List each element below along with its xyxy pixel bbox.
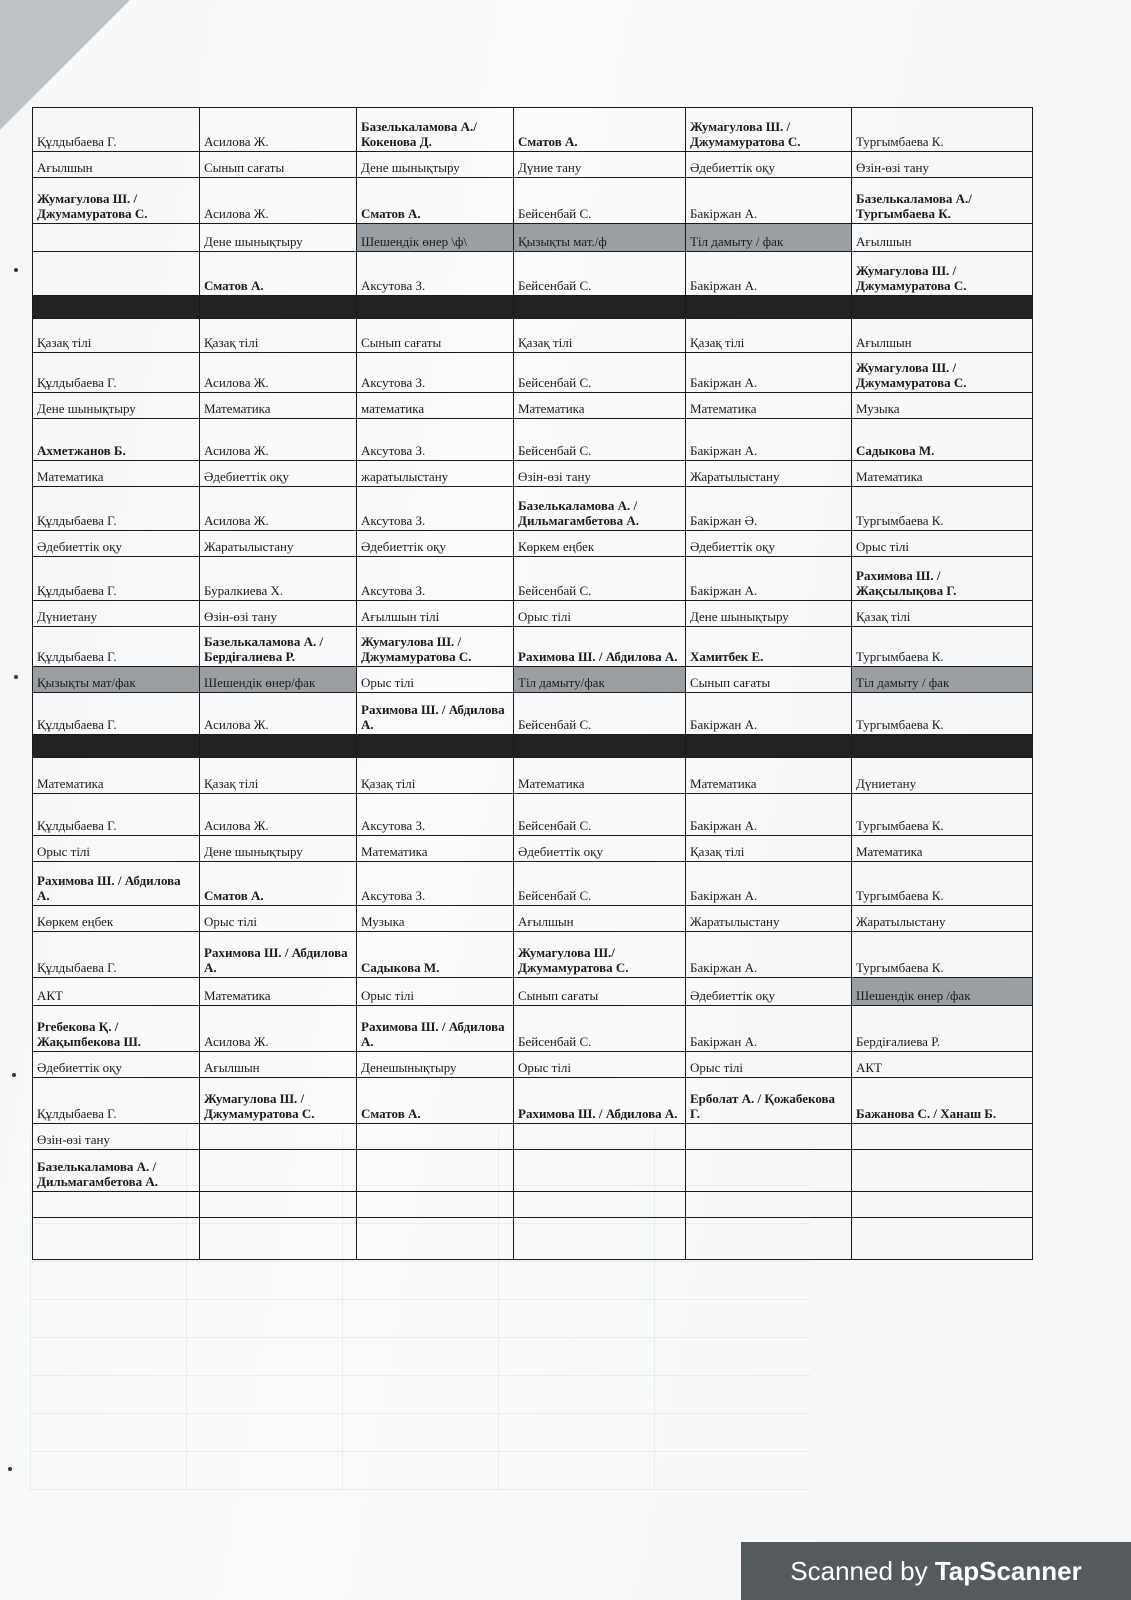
table-cell: Орыс тілі [514, 601, 686, 627]
table-cell: Құлдыбаева Г. [33, 487, 200, 531]
table-cell: Құлдыбаева Г. [33, 353, 200, 393]
table-cell: Бейсенбай С. [514, 862, 686, 906]
table-cell: Бердіғалиева Р. [852, 1006, 1033, 1052]
table-cell: Математика [200, 978, 357, 1006]
punch-mark [12, 1073, 16, 1077]
table-cell: Тіл дамыту/фак [514, 667, 686, 693]
table-cell: Бакіржан А. [686, 932, 852, 978]
table-cell: Базелькаламова А./ Тургымбаева К. [852, 178, 1033, 224]
table-cell: Математика [852, 836, 1033, 862]
table-cell: Қазақ тілі [200, 758, 357, 794]
table-cell: Жумагулова Ш. / Джумамуратова С. [357, 627, 514, 667]
table-cell: АКТ [852, 1052, 1033, 1078]
table-cell: Бейсенбай С. [514, 794, 686, 836]
table-cell: Рахимова Ш. / Абдилова А. [514, 1078, 686, 1124]
table-cell: Бейсенбай С. [514, 693, 686, 735]
table-cell: Дене шынықтыру [686, 601, 852, 627]
table-cell: Бакіржан А. [686, 1006, 852, 1052]
table-cell [33, 735, 200, 758]
table-cell: Рахимова Ш. / Абдилова А. [357, 693, 514, 735]
table-cell: Қызықты мат./ф [514, 224, 686, 252]
table-cell [514, 1150, 686, 1192]
table-cell: Қазақ тілі [514, 319, 686, 353]
table-cell: Базелькаламова А./ Кокенова Д. [357, 108, 514, 152]
table-cell: Бакіржан А. [686, 862, 852, 906]
table-cell: Тургымбаева К. [852, 862, 1033, 906]
table-cell: Жумагулова Ш. / Джумамуратова С. [33, 178, 200, 224]
table-cell [686, 1218, 852, 1260]
table-cell [200, 1124, 357, 1150]
table-cell: Жумагулова Ш./ Джумамуратова С. [514, 932, 686, 978]
table-cell: Бейсенбай С. [514, 419, 686, 461]
table-cell: Музыка [852, 393, 1033, 419]
table-cell [852, 1150, 1033, 1192]
table-cell: Бейсенбай С. [514, 252, 686, 296]
table-cell: Әдебиеттік оқу [686, 531, 852, 557]
table-cell: Рахимова Ш. / Абдилова А. [200, 932, 357, 978]
table-cell: Өзін-өзі тану [33, 1124, 200, 1150]
punch-mark [14, 268, 18, 272]
table-cell: Тургымбаева К. [852, 693, 1033, 735]
table-row [33, 252, 1033, 296]
table-cell: Құлдыбаева Г. [33, 693, 200, 735]
table-cell: Орыс тілі [33, 836, 200, 862]
table-cell [852, 1218, 1033, 1260]
table-cell: Құлдыбаева Г. [33, 1078, 200, 1124]
table-cell [514, 296, 686, 319]
table-cell: Сынып сағаты [686, 667, 852, 693]
table-cell: Асилова Ж. [200, 487, 357, 531]
table-cell: Қазақ тілі [33, 319, 200, 353]
table-cell: Әдебиеттік оқу [200, 461, 357, 487]
table-cell: Тургымбаева К. [852, 487, 1033, 531]
scanned-by-text: Scanned by [790, 1556, 928, 1586]
table-cell [357, 1218, 514, 1260]
table-cell [357, 1192, 514, 1218]
table-cell: Құлдыбаева Г. [33, 794, 200, 836]
table-cell [357, 296, 514, 319]
table-cell: Ағылшын [852, 224, 1033, 252]
table-row [33, 758, 1033, 794]
table-cell: Математика [686, 758, 852, 794]
table-cell: Жаратылыстану [852, 906, 1033, 932]
table-cell: Математика [200, 393, 357, 419]
table-row [33, 152, 1033, 178]
table-cell: Орыс тілі [514, 1052, 686, 1078]
table-cell: Жаратылыстану [686, 461, 852, 487]
table-cell: Әдебиеттік оқу [686, 978, 852, 1006]
table-cell [33, 296, 200, 319]
table-cell: Асилова Ж. [200, 178, 357, 224]
table-cell: Өзін-өзі тану [514, 461, 686, 487]
table-cell: Қазақ тілі [686, 319, 852, 353]
table-row [33, 178, 1033, 224]
table-cell: Дене шынықтыру [200, 836, 357, 862]
table-cell [852, 1192, 1033, 1218]
table-cell: Тургымбаева К. [852, 932, 1033, 978]
table-cell: Аксутова З. [357, 557, 514, 601]
table-row [33, 932, 1033, 978]
table-cell: Бакіржан Ә. [686, 487, 852, 531]
table-cell [686, 1192, 852, 1218]
table-cell: Жаратылыстану [686, 906, 852, 932]
table-row [33, 1078, 1033, 1124]
table-row [33, 601, 1033, 627]
table-cell: Жаратылыстану [200, 531, 357, 557]
table-cell: Бакіржан А. [686, 557, 852, 601]
table-cell: Бакіржан А. [686, 794, 852, 836]
table-cell [200, 735, 357, 758]
table-cell: Қазақ тілі [686, 836, 852, 862]
table-cell: Құлдыбаева Г. [33, 108, 200, 152]
table-cell: Денешынықтыру [357, 1052, 514, 1078]
table-cell: Асилова Ж. [200, 419, 357, 461]
scanner-brand: TapScanner [934, 1556, 1082, 1586]
table-cell: Орыс тілі [357, 667, 514, 693]
table-row [33, 1124, 1033, 1150]
table-cell: Шешендік өнер /фак [852, 978, 1033, 1006]
table-cell [686, 735, 852, 758]
table-cell: Жумагулова Ш. / Джумамуратова С. [852, 252, 1033, 296]
table-cell [852, 1124, 1033, 1150]
table-cell: Шешендік өнер \ф\ [357, 224, 514, 252]
scanner-watermark [741, 1542, 1131, 1600]
table-cell: Ағылшын [514, 906, 686, 932]
table-cell: Тургымбаева К. [852, 627, 1033, 667]
table-cell: Дене шынықтыру [200, 224, 357, 252]
table-cell [514, 1124, 686, 1150]
table-cell: Тургымбаева К. [852, 108, 1033, 152]
table-cell [514, 1218, 686, 1260]
table-cell: Сматов А. [357, 1078, 514, 1124]
table-row [33, 667, 1033, 693]
table-cell: Дене шынықтыру [33, 393, 200, 419]
table-cell: Ағылшын [33, 152, 200, 178]
table-cell: Көркем еңбек [514, 531, 686, 557]
table-row [33, 1192, 1033, 1218]
table-row [33, 906, 1033, 932]
schedule-table [32, 107, 1033, 1260]
table-cell: Бакіржан А. [686, 693, 852, 735]
table-row [33, 319, 1033, 353]
table-cell: Математика [514, 758, 686, 794]
table-row [33, 557, 1033, 601]
table-cell: Математика [686, 393, 852, 419]
table-cell: Рахимова Ш. / Абдилова А. [357, 1006, 514, 1052]
table-cell: Бакіржан А. [686, 252, 852, 296]
table-cell: Құлдыбаева Г. [33, 932, 200, 978]
table-cell [33, 1218, 200, 1260]
table-row [33, 627, 1033, 667]
table-cell: Көркем еңбек [33, 906, 200, 932]
table-row [33, 978, 1033, 1006]
table-cell: Асилова Ж. [200, 108, 357, 152]
schedule-table-wrapper [32, 107, 1032, 1260]
table-cell: Сынып сағаты [514, 978, 686, 1006]
table-cell: Орыс тілі [200, 906, 357, 932]
table-cell: Ерболат А. / Қожабекова Г. [686, 1078, 852, 1124]
table-cell: Бакіржан А. [686, 178, 852, 224]
table-cell: Аксутова З. [357, 353, 514, 393]
table-cell: Рахимова Ш. / Жақсылықова Г. [852, 557, 1033, 601]
table-cell: Дүниетану [852, 758, 1033, 794]
table-row [33, 461, 1033, 487]
table-cell: Дене шынықтыру [357, 152, 514, 178]
table-cell: Шешендік өнер/фак [200, 667, 357, 693]
table-cell: Әдебиеттік оқу [357, 531, 514, 557]
table-cell: Асилова Ж. [200, 794, 357, 836]
table-cell [200, 1192, 357, 1218]
table-cell: Аксутова З. [357, 862, 514, 906]
table-cell: Математика [33, 758, 200, 794]
table-cell [686, 1150, 852, 1192]
table-cell: Орыс тілі [357, 978, 514, 1006]
table-cell [33, 252, 200, 296]
table-cell: жаратылыстану [357, 461, 514, 487]
table-cell: Рахимова Ш. / Абдилова А. [514, 627, 686, 667]
table-row [33, 224, 1033, 252]
table-cell: Аксутова З. [357, 487, 514, 531]
punch-mark [14, 675, 18, 679]
table-cell: Садыкова М. [852, 419, 1033, 461]
table-cell: Аксутова З. [357, 419, 514, 461]
table-cell [514, 735, 686, 758]
day-separator-row [33, 296, 1033, 319]
table-cell: Тіл дамыту / фак [852, 667, 1033, 693]
day-separator-row [33, 735, 1033, 758]
table-cell: Аксутова З. [357, 252, 514, 296]
table-row [33, 108, 1033, 152]
table-cell: Орыс тілі [852, 531, 1033, 557]
table-cell: Бажанова С. / Ханаш Б. [852, 1078, 1033, 1124]
table-cell: Жумагулова Ш. / Джумамуратова С. [200, 1078, 357, 1124]
table-cell: Базелькаламова А. / Бердіғалиева Р. [200, 627, 357, 667]
table-cell: Тургымбаева К. [852, 794, 1033, 836]
table-cell: Сматов А. [514, 108, 686, 152]
table-cell: Рахимова Ш. / Абдилова А. [33, 862, 200, 906]
table-cell: Асилова Ж. [200, 1006, 357, 1052]
table-cell: Әдебиеттік оқу [33, 531, 200, 557]
table-cell: Хамитбек Е. [686, 627, 852, 667]
table-cell: Бейсенбай С. [514, 1006, 686, 1052]
table-cell: Дүниетану [33, 601, 200, 627]
table-cell: Құлдыбаева Г. [33, 557, 200, 601]
table-cell: Бакіржан А. [686, 353, 852, 393]
table-cell: Бейсенбай С. [514, 178, 686, 224]
table-cell: Дүние тану [514, 152, 686, 178]
table-cell: Асилова Ж. [200, 353, 357, 393]
table-cell: Қазақ тілі [852, 601, 1033, 627]
table-cell: Сынып сағаты [357, 319, 514, 353]
table-cell: Математика [357, 836, 514, 862]
table-cell: Ағылшын [200, 1052, 357, 1078]
table-row [33, 862, 1033, 906]
table-cell: Математика [33, 461, 200, 487]
table-cell: Өзін-өзі тану [200, 601, 357, 627]
table-cell [357, 1124, 514, 1150]
table-cell: математика [357, 393, 514, 419]
table-cell: Сынып сағаты [200, 152, 357, 178]
table-cell: Жумагулова Ш. / Джумамуратова С. [852, 353, 1033, 393]
table-cell: Буралкиева Х. [200, 557, 357, 601]
table-cell: Орыс тілі [686, 1052, 852, 1078]
table-cell [852, 296, 1033, 319]
table-cell: Базелькаламова А. / Дильмагамбетова А. [33, 1150, 200, 1192]
table-cell: Математика [852, 461, 1033, 487]
table-cell [200, 296, 357, 319]
table-cell: Сматов А. [357, 178, 514, 224]
table-row [33, 393, 1033, 419]
table-cell [357, 1150, 514, 1192]
table-cell [686, 296, 852, 319]
table-cell: Бейсенбай С. [514, 557, 686, 601]
table-row [33, 1052, 1033, 1078]
table-cell [200, 1218, 357, 1260]
table-cell [357, 735, 514, 758]
table-row [33, 531, 1033, 557]
table-cell: Әдебиеттік оқу [514, 836, 686, 862]
table-cell: Қазақ тілі [200, 319, 357, 353]
table-cell: Әдебиеттік оқу [33, 1052, 200, 1078]
table-cell: АКТ [33, 978, 200, 1006]
table-cell: Құлдыбаева Г. [33, 627, 200, 667]
table-cell: Қызықты мат/фак [33, 667, 200, 693]
table-cell: Ағылшын тілі [357, 601, 514, 627]
table-row [33, 693, 1033, 735]
table-cell [200, 1150, 357, 1192]
table-cell: Музыка [357, 906, 514, 932]
table-row [33, 353, 1033, 393]
table-row [33, 1006, 1033, 1052]
table-cell: Бакіржан А. [686, 419, 852, 461]
table-cell: Садыкова М. [357, 932, 514, 978]
table-cell: Ағылшын [852, 319, 1033, 353]
table-row [33, 1218, 1033, 1260]
table-cell: Асилова Ж. [200, 693, 357, 735]
table-row [33, 836, 1033, 862]
table-cell: Ргебекова Қ. / Жақыпбекова Ш. [33, 1006, 200, 1052]
table-cell: Жумагулова Ш. / Джумамуратова С. [686, 108, 852, 152]
table-cell [514, 1192, 686, 1218]
table-cell [686, 1124, 852, 1150]
table-cell: Ахметжанов Б. [33, 419, 200, 461]
table-row [33, 794, 1033, 836]
table-cell: Бейсенбай С. [514, 353, 686, 393]
table-cell: Әдебиеттік оқу [686, 152, 852, 178]
punch-mark [8, 1467, 12, 1471]
table-cell [33, 1192, 200, 1218]
table-cell: Математика [514, 393, 686, 419]
table-cell: Тіл дамыту / фак [686, 224, 852, 252]
table-cell [33, 224, 200, 252]
table-cell: Базелькаламова А. / Дильмагамбетова А. [514, 487, 686, 531]
table-row [33, 1150, 1033, 1192]
table-row [33, 419, 1033, 461]
table-cell: Сматов А. [200, 862, 357, 906]
table-cell: Аксутова З. [357, 794, 514, 836]
table-cell: Өзін-өзі тану [852, 152, 1033, 178]
table-cell: Сматов А. [200, 252, 357, 296]
table-cell [852, 735, 1033, 758]
table-row [33, 487, 1033, 531]
table-cell: Қазақ тілі [357, 758, 514, 794]
